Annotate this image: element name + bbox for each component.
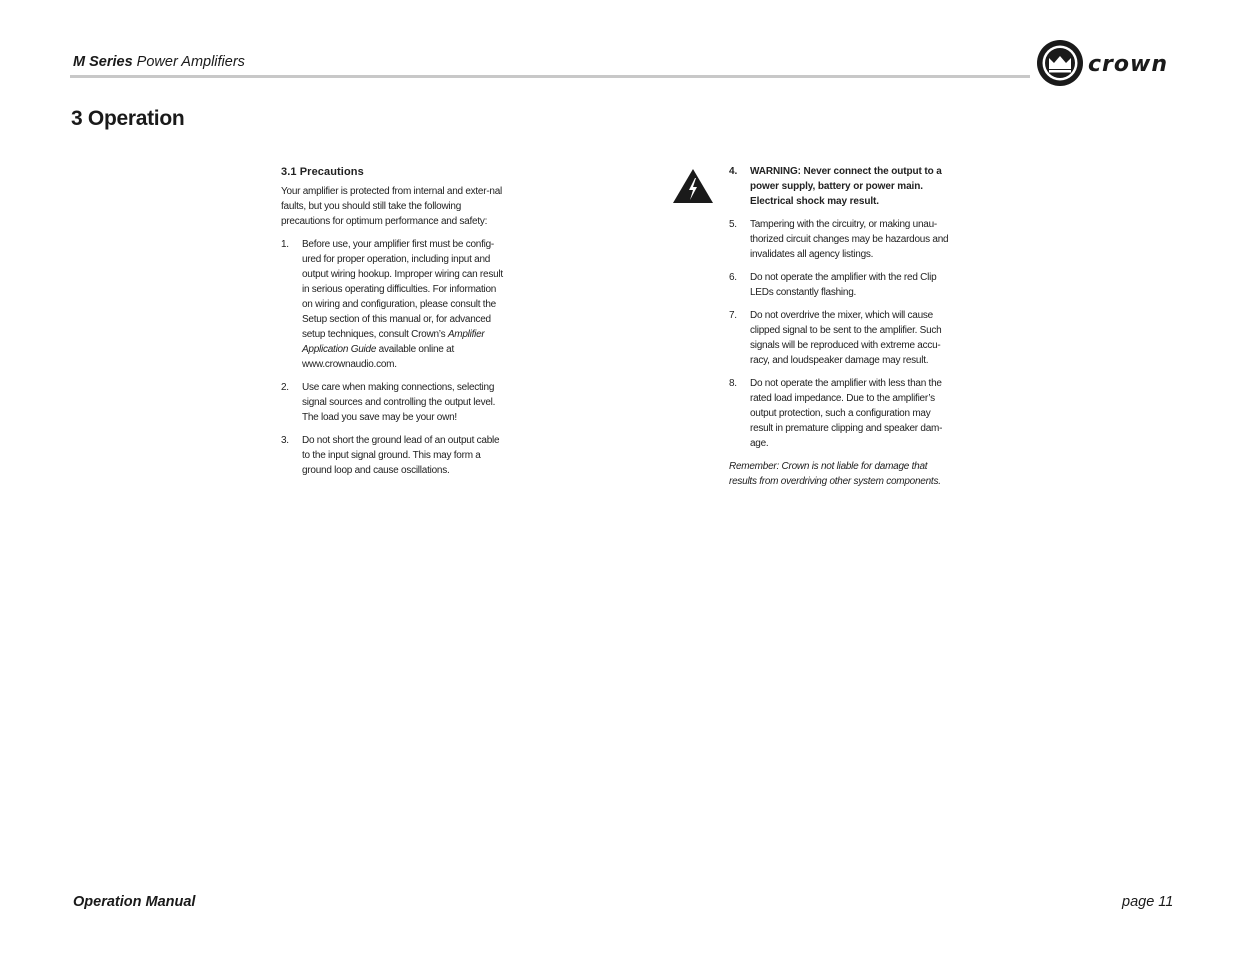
list-item-number: 7. [729, 310, 737, 321]
crown-logo-text: crown [1088, 52, 1168, 77]
list-item-text: Before use, your amplifier first must be config-ured for proper operation, including input and output wiring hookup. Improper wiring can result in serious operating difficulties. For information on wiring and configuration, please consult the Setup section of this manual or, for advanced setup techniques, consult Crown’s [302, 239, 503, 340]
list-item-number: 2. [281, 382, 289, 393]
list-item-text: Do not short the ground lead of an output cable to the input signal ground. This may form a ground loop and cause oscillations. [302, 435, 500, 476]
list-item-number: 4. [729, 166, 738, 177]
list-item-number: 8. [729, 378, 737, 389]
chapter-title: 3 Operation [71, 107, 185, 130]
list-item-text: Do not operate the amplifier with less than the rated load impedance. Due to the amplifier’s output protection, such a configuration may result in premature clipping and speaker dam-age. [750, 378, 943, 449]
list-item-text: WARNING: Never connect the output to a power supply, battery or power main. Electrical shock may result. [750, 166, 942, 207]
list-item-number: 3. [281, 435, 289, 446]
list-item-italic-text: Amplifier Application Guide [302, 329, 485, 355]
header-series-bold: M Series [73, 54, 133, 70]
list-item [281, 237, 507, 372]
precautions-column-right [729, 164, 955, 489]
list-item [281, 380, 507, 425]
list-item [729, 308, 955, 368]
warning-list-item [729, 164, 955, 209]
list-item-number: 1. [281, 239, 289, 250]
list-item [729, 270, 955, 300]
liability-note: Remember: Crown is not liable for damage that results from overdriving other system components. [729, 461, 941, 487]
header-series-title [73, 54, 245, 70]
list-item-text: Tampering with the circuitry, or making unau-thorized circuit changes may be hazardous and invalidates all agency listings. [750, 219, 949, 260]
list-item-number: 6. [729, 272, 737, 283]
footer-manual-title: Operation Manual [73, 894, 196, 910]
list-item-text-end: available online at www.crownaudio.com. [302, 344, 454, 370]
list-item-number: 5. [729, 219, 737, 230]
list-item-text: Do not overdrive the mixer, which will cause clipped signal to be sent to the amplifier. Such signals will be reproduced with extreme accu-racy, and loudspeaker damage may result. [750, 310, 942, 366]
section-heading: 3.1 Precautions [281, 166, 364, 178]
list-item [729, 376, 955, 451]
header-series-rest: Power Amplifiers [132, 54, 245, 70]
precautions-list-right [729, 164, 955, 451]
list-item-text: Do not operate the amplifier with the red Clip LEDs constantly flashing. [750, 272, 937, 298]
precautions-column-left [281, 165, 507, 486]
list-item [281, 433, 507, 478]
section-intro: Your amplifier is protected from internal and exter-nal faults, but you should still take the following precautions for optimum performance and safety: [281, 186, 502, 227]
header-divider [70, 75, 1030, 78]
electrical-shock-warning-icon [672, 168, 714, 204]
page-number: page 11 [1122, 894, 1174, 910]
list-item [729, 217, 955, 262]
precautions-list-left [281, 237, 507, 478]
crown-logo-icon [1036, 38, 1184, 88]
list-item-text: Use care when making connections, selecting signal sources and controlling the output level. The load you save may be your own! [302, 382, 496, 423]
